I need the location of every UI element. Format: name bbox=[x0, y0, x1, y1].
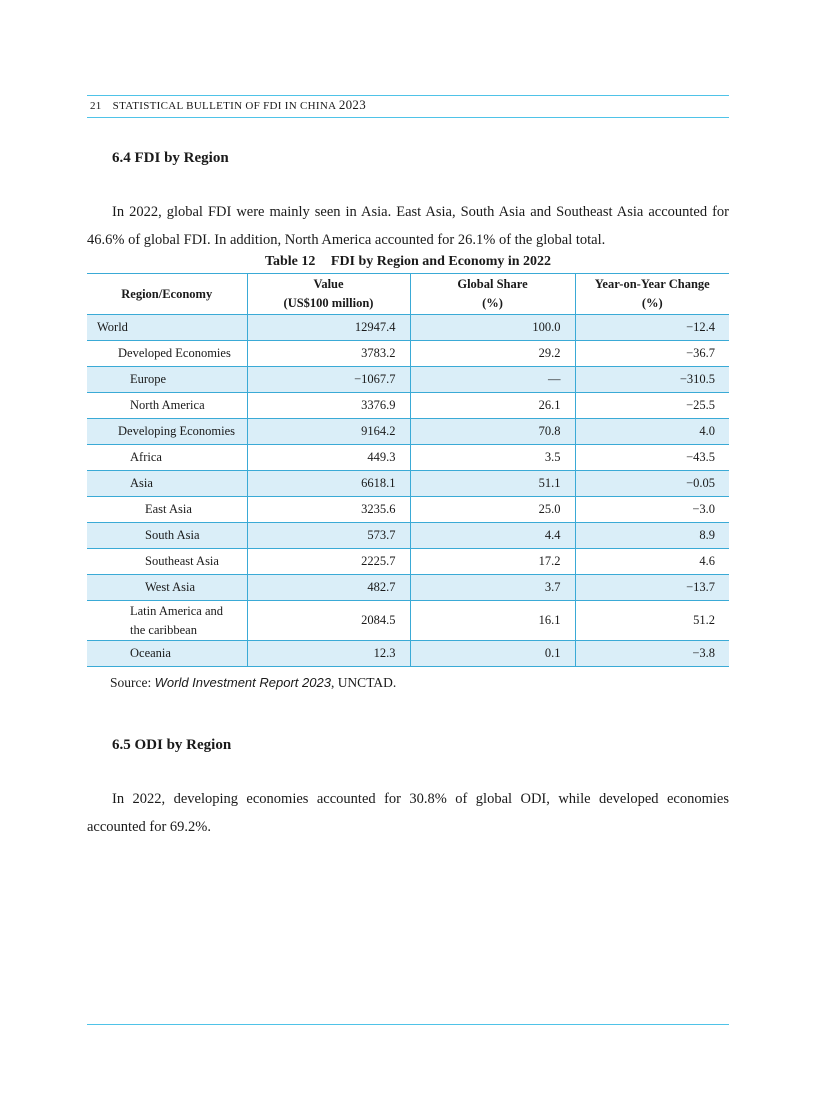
row-value: 12.3 bbox=[247, 641, 410, 667]
table-header-row bbox=[87, 274, 729, 315]
odi-paragraph: In 2022, developing economies accounted for 30.8% of global ODI, while developed economies accounted for 69.2%. bbox=[87, 791, 729, 835]
row-share: 70.8 bbox=[410, 419, 575, 445]
table-row bbox=[87, 367, 729, 393]
header-bottom-rule bbox=[87, 117, 729, 118]
row-value: 3235.6 bbox=[247, 497, 410, 523]
row-share: 4.4 bbox=[410, 523, 575, 549]
header-value-line2: (US$100 million) bbox=[283, 296, 374, 310]
header-value-line1: Value bbox=[313, 277, 344, 291]
row-share: 26.1 bbox=[410, 393, 575, 419]
row-change: −43.5 bbox=[575, 445, 729, 471]
row-value: 3376.9 bbox=[247, 393, 410, 419]
row-value: 9164.2 bbox=[247, 419, 410, 445]
row-value: 449.3 bbox=[247, 445, 410, 471]
fdi-paragraph: In 2022, global FDI were mainly seen in Asia. East Asia, South Asia and Southeast Asia accounted for 46.6% of global FDI. In addition, North America accounted for 26.1% of the global total. bbox=[87, 204, 729, 248]
row-change: −3.0 bbox=[575, 497, 729, 523]
row-value: 573.7 bbox=[247, 523, 410, 549]
row-value: −1067.7 bbox=[247, 367, 410, 393]
row-value: 3783.2 bbox=[247, 341, 410, 367]
row-share: 17.2 bbox=[410, 549, 575, 575]
row-change: 4.6 bbox=[575, 549, 729, 575]
footer-rule bbox=[87, 1024, 729, 1025]
row-region: North America bbox=[87, 393, 247, 419]
row-change: 8.9 bbox=[575, 523, 729, 549]
row-share: 51.1 bbox=[410, 471, 575, 497]
row-value: 482.7 bbox=[247, 575, 410, 601]
row-region: West Asia bbox=[87, 575, 247, 601]
table-row bbox=[87, 601, 729, 641]
row-share: — bbox=[410, 367, 575, 393]
header-top-rule bbox=[87, 95, 729, 96]
row-region: World bbox=[87, 315, 247, 341]
row-change: 51.2 bbox=[575, 601, 729, 641]
row-value: 2084.5 bbox=[247, 601, 410, 641]
row-share: 29.2 bbox=[410, 341, 575, 367]
row-region: Oceania bbox=[87, 641, 247, 667]
row-change: −13.7 bbox=[575, 575, 729, 601]
header-change-line2: (%) bbox=[641, 296, 663, 310]
row-region: Developed Economies bbox=[87, 341, 247, 367]
row-value: 6618.1 bbox=[247, 471, 410, 497]
source-title: World Investment Report 2023 bbox=[154, 675, 331, 690]
table-row bbox=[87, 471, 729, 497]
running-year: 2023 bbox=[338, 97, 367, 112]
row-change: 4.0 bbox=[575, 419, 729, 445]
table-row bbox=[87, 641, 729, 667]
table-row bbox=[87, 523, 729, 549]
header-region: Region/Economy bbox=[87, 274, 247, 315]
table-caption-number: Table 12 bbox=[264, 254, 316, 269]
table-row bbox=[87, 419, 729, 445]
row-region-line1: Latin America and bbox=[130, 603, 224, 618]
header-value bbox=[247, 274, 410, 315]
table-caption bbox=[87, 254, 729, 270]
row-change: −3.8 bbox=[575, 641, 729, 667]
row-change: −36.7 bbox=[575, 341, 729, 367]
running-title: STATISTICAL BULLETIN OF FDI IN CHINA bbox=[112, 100, 336, 112]
row-region: Southeast Asia bbox=[87, 549, 247, 575]
table-row bbox=[87, 315, 729, 341]
row-share: 16.1 bbox=[410, 601, 575, 641]
row-value: 2225.7 bbox=[247, 549, 410, 575]
row-region: Asia bbox=[87, 471, 247, 497]
table-row bbox=[87, 497, 729, 523]
row-share: 100.0 bbox=[410, 315, 575, 341]
row-region bbox=[87, 601, 247, 641]
header-change-line1: Year-on-Year Change bbox=[594, 277, 710, 291]
row-region-line2: the caribbean bbox=[130, 622, 197, 637]
table-source bbox=[110, 675, 396, 691]
row-share: 3.7 bbox=[410, 575, 575, 601]
row-change: −25.5 bbox=[575, 393, 729, 419]
table-row bbox=[87, 393, 729, 419]
row-change: −12.4 bbox=[575, 315, 729, 341]
table-row bbox=[87, 341, 729, 367]
source-suffix: , UNCTAD. bbox=[330, 675, 397, 690]
source-label: Source: bbox=[110, 675, 152, 690]
header-share bbox=[410, 274, 575, 315]
table-row bbox=[87, 575, 729, 601]
odi-section-heading: 6.5 ODI by Region bbox=[112, 737, 232, 753]
row-share: 25.0 bbox=[410, 497, 575, 523]
fdi-section-heading: 6.4 FDI by Region bbox=[112, 150, 229, 166]
row-region: Africa bbox=[87, 445, 247, 471]
row-share: 3.5 bbox=[410, 445, 575, 471]
fdi-table bbox=[87, 273, 729, 667]
running-header bbox=[90, 97, 366, 113]
table-row bbox=[87, 445, 729, 471]
row-change: −310.5 bbox=[575, 367, 729, 393]
row-region: East Asia bbox=[87, 497, 247, 523]
row-value: 12947.4 bbox=[247, 315, 410, 341]
row-region: Developing Economies bbox=[87, 419, 247, 445]
row-region: Europe bbox=[87, 367, 247, 393]
header-share-line2: (%) bbox=[482, 296, 503, 310]
header-share-line1: Global Share bbox=[457, 277, 528, 291]
row-change: −0.05 bbox=[575, 471, 729, 497]
header-change bbox=[575, 274, 729, 315]
row-region: South Asia bbox=[87, 523, 247, 549]
table-row bbox=[87, 549, 729, 575]
row-share: 0.1 bbox=[410, 641, 575, 667]
page-number: 21 bbox=[90, 100, 102, 112]
table-caption-title: FDI by Region and Economy in 2022 bbox=[330, 254, 552, 269]
